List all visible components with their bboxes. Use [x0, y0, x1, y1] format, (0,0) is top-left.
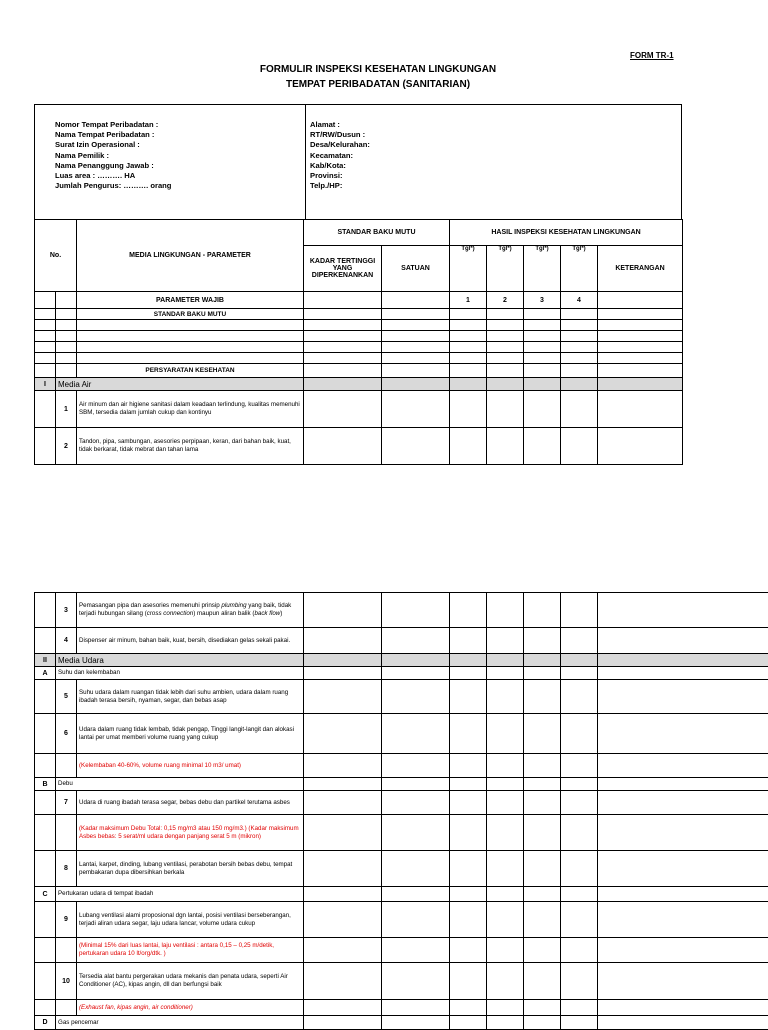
item-number: 3	[56, 593, 77, 628]
section-media-udara: Media Udara	[56, 654, 304, 667]
col-header-hasil: HASIL INSPEKSI KESEHATAN LINGKUNGAN	[450, 220, 683, 246]
item-number: 5	[56, 680, 77, 714]
col-header-media: MEDIA LINGKUNGAN - PARAMETER	[77, 220, 304, 292]
subsection-label: Pertukaran udara di tempat ibadah	[56, 887, 304, 902]
identity-info-box	[34, 104, 682, 220]
item-text: Udara di ruang ibadah terasa segar, bebas debu dan partikel terutama asbes	[77, 791, 304, 815]
section-I-number: I	[35, 378, 56, 391]
subsection-label: Debu	[56, 778, 304, 791]
item-number: 4	[56, 628, 77, 654]
info-jumlah-pengurus: Jumlah Pengurus: ………. orang	[55, 181, 172, 191]
inspection-table-page2	[34, 592, 768, 1030]
item-text: Lubang ventilasi alami proposional dgn lantai, posisi ventilasi berseberangan, terjadi aliran udara segar, laju udara lancar, volume udara cukup	[77, 902, 304, 938]
section-media-air: Media Air	[56, 378, 304, 391]
item-text: Air minum dan air higiene sanitasi dalam keadaan terlindung, kualitas memenuhi SBM, tersedia dalam jumlah cukup dan kontinyu	[77, 391, 304, 428]
item-text: Suhu udara dalam ruangan tidak lebih dari suhu ambien, udara dalam ruang ibadah terasa bersih, nyaman, segar, dan bebas asap	[77, 680, 304, 714]
item-text: Dispenser air minum, bahan baik, kuat, bersih, disediakan gelas sekali pakai.	[77, 628, 304, 654]
item-text: Udara dalam ruang tidak lembab, tidak pengap, Tinggi langit-langit dan alokasi lantai per umat memberi volume ruang yang cukup	[77, 714, 304, 754]
subsection-label: Suhu dan kelembaban	[56, 667, 304, 680]
info-nama-tempat: Nama Tempat Peribadatan :	[55, 130, 155, 140]
item-note: (Exhaust fan, kipas angin, air conditioner)	[77, 1000, 304, 1016]
empty-row	[35, 342, 683, 353]
info-luas-area: Luas area : ………. HA	[55, 171, 136, 181]
subsection-number: A	[35, 667, 56, 680]
tgl-number-3: 3	[524, 292, 561, 309]
col-header-no: No.	[35, 220, 77, 292]
info-kecamatan: Kecamatan:	[310, 150, 354, 160]
section-II-number: II	[35, 654, 56, 667]
item-note: (Kelembaban 40-60%, volume ruang minimal 10 m3/ umat)	[77, 754, 304, 778]
empty-row	[35, 353, 683, 364]
info-provinsi: Provinsi:	[310, 171, 343, 181]
col-header-tgl-3: Tgl*)	[524, 246, 561, 292]
tgl-number-2: 2	[487, 292, 524, 309]
row-parameter-wajib: PARAMETER WAJIB	[77, 292, 304, 309]
info-penanggung-jawab: Nama Penanggung Jawab :	[55, 160, 154, 170]
col-header-kadar: KADAR TERTINGGI YANG DIPERKENANKAN	[304, 246, 382, 292]
item-text: Tandon, pipa, sambungan, asesories perpipaan, keran, dari bahan baik, kuat, tidak berkarat, tidak mebrat dan tahan lama	[77, 428, 304, 465]
col-header-satuan: SATUAN	[382, 246, 450, 292]
info-surat-izin: Surat Izin Operasional :	[55, 140, 140, 150]
col-header-tgl-2: Tgl*)	[487, 246, 524, 292]
col-header-keterangan: KETERANGAN	[598, 246, 683, 292]
info-pemilik: Nama Pemilik :	[55, 150, 110, 160]
col-header-standar: STANDAR BAKU MUTU	[304, 220, 450, 246]
item-number: 7	[56, 791, 77, 815]
info-left-column	[55, 120, 171, 191]
empty-row	[35, 320, 683, 331]
form-title: FORMULIR INSPEKSI KESEHATAN LINGKUNGAN	[259, 64, 497, 75]
subsection-number: B	[35, 778, 56, 791]
item-text: Tersedia alat bantu pergerakan udara mekanis dan penata udara, seperti Air Conditioner (AC), kipas angin, dll dan berfungsi baik	[77, 963, 304, 1000]
subsection-number: D	[35, 1016, 56, 1030]
tgl-number-4: 4	[561, 292, 598, 309]
item-number: 9	[56, 902, 77, 938]
row-persyaratan-kesehatan: PERSYARATAN KESEHATAN	[77, 364, 304, 378]
col-header-tgl-1: Tgl*)	[450, 246, 487, 292]
subsection-label: Gas pencemar	[56, 1016, 304, 1030]
info-kabkota: Kab/Kota:	[310, 160, 346, 170]
item-number: 1	[56, 391, 77, 428]
row-standar-baku-mutu: STANDAR BAKU MUTU	[77, 309, 304, 320]
info-divider	[305, 105, 306, 219]
item-number: 8	[56, 851, 77, 887]
inspection-table-page1	[34, 219, 683, 465]
tgl-number-1: 1	[450, 292, 487, 309]
item-note: (Minimal 15% dari luas lantai, laju ventilasi : antara 0,15 – 0,25 m/detik, pertukaran udara 10 lt/org/dtk. )	[77, 938, 304, 963]
item-text: Pemasangan pipa dan asesories memenuhi prinsip plumbing yang baik, tidak terjadi hubungan silang (cross connection) maupun aliran balik (back flow)	[77, 593, 304, 628]
info-rt-rw: RT/RW/Dusun :	[310, 130, 366, 140]
info-telp: Telp./HP:	[310, 181, 343, 191]
info-right-column	[310, 120, 370, 191]
item-text: Lantai, karpet, dinding, lubang ventilasi, perabotan bersih bebas debu, tempat pembakaran dupa dibersihkan berkala	[77, 851, 304, 887]
empty-row	[35, 331, 683, 342]
subsection-number: C	[35, 887, 56, 902]
info-alamat: Alamat :	[310, 120, 340, 129]
form-subtitle: TEMPAT PERIBADATAN (SANITARIAN)	[285, 79, 471, 90]
item-number: 10	[56, 963, 77, 1000]
item-number: 6	[56, 714, 77, 754]
col-header-tgl-4: Tgl*)	[561, 246, 598, 292]
form-code: FORM TR-1	[630, 51, 674, 60]
item-note: (Kadar maksimum Debu Total: 0,15 mg/m3 atau 150 mg/m3.) (Kadar maksimum Asbes bebas: 5 serat/ml udara dengan panjang serat 5 m (mikron)	[77, 815, 304, 851]
info-desa: Desa/Kelurahan:	[310, 140, 370, 150]
item-number: 2	[56, 428, 77, 465]
info-nomor: Nomor Tempat Peribadatan :	[55, 120, 159, 129]
